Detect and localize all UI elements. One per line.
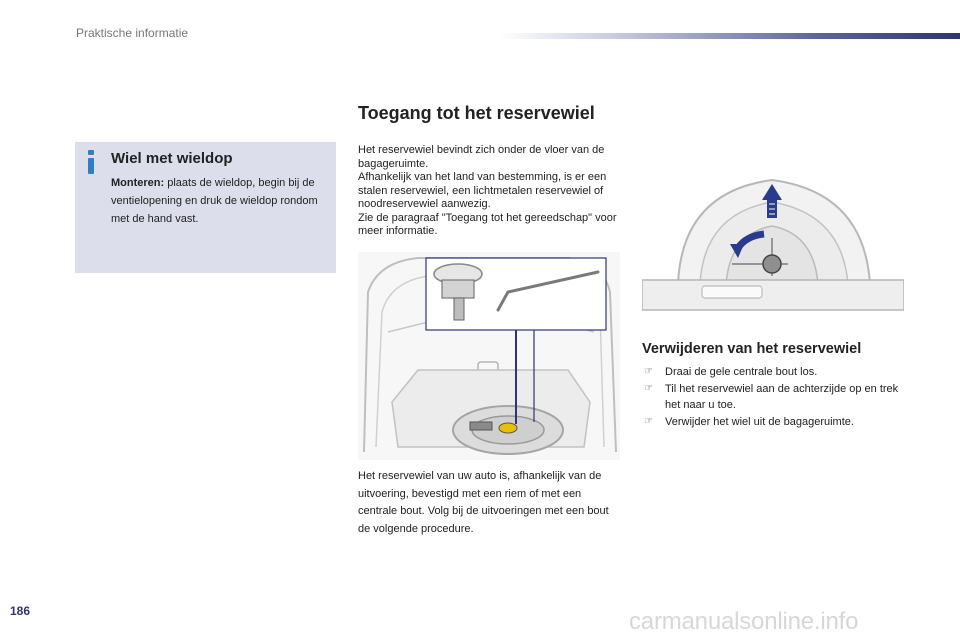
trunk-illustration — [358, 252, 620, 460]
spare-wheel-illustration — [642, 172, 904, 312]
watermark: carmanualsonline.info — [629, 608, 859, 635]
strap-paragraph: Het reservewiel van uw auto is, afhankelijk van de uitvoering, bevestigd met een riem of met een centrale bout. Volg bij de uitvoeringen met een bout de volgende procedure. — [358, 470, 609, 535]
page-title: Toegang tot het reservewiel — [358, 103, 595, 123]
intro-paragraph: Het reservewiel bevindt zich onder de vloer van de bagageruimte. Afhankelijk van het land van bestemming, is er een stalen reservewiel, een lichtmetalen reservewiel of noodreservewiel aanwezig. Zie de paragraaf "Toegang tot het gereedschap" voor meer informatie. — [358, 144, 617, 237]
step-text: Til het reservewiel aan de achterzijde op en trek het naar u toe. — [665, 383, 899, 411]
pointer-icon: ☞ — [644, 366, 653, 377]
info-box-body — [111, 174, 326, 228]
pointer-icon: ☞ — [644, 416, 653, 427]
info-box-title: Wiel met wieldop — [111, 150, 233, 167]
list-item — [642, 414, 904, 430]
info-box-lead: Monteren: — [111, 177, 165, 189]
info-icon — [84, 150, 98, 174]
remove-section-title: Verwijderen van het reservewiel — [642, 341, 862, 357]
header-gradient-bar — [500, 33, 960, 39]
list-item — [642, 381, 904, 413]
section-header: Praktische informatie — [76, 26, 189, 40]
step-text: Draai de gele centrale bout los. — [665, 366, 818, 378]
pointer-icon: ☞ — [644, 383, 653, 394]
list-item — [642, 364, 904, 380]
page-number: 186 — [10, 604, 31, 618]
step-text: Verwijder het wiel uit de bagageruimte. — [665, 416, 854, 428]
info-box-text: plaats de wieldop, begin bij de ventielopening en druk de wieldop rondom met de hand vast. — [111, 177, 318, 225]
remove-steps-list — [642, 364, 904, 431]
